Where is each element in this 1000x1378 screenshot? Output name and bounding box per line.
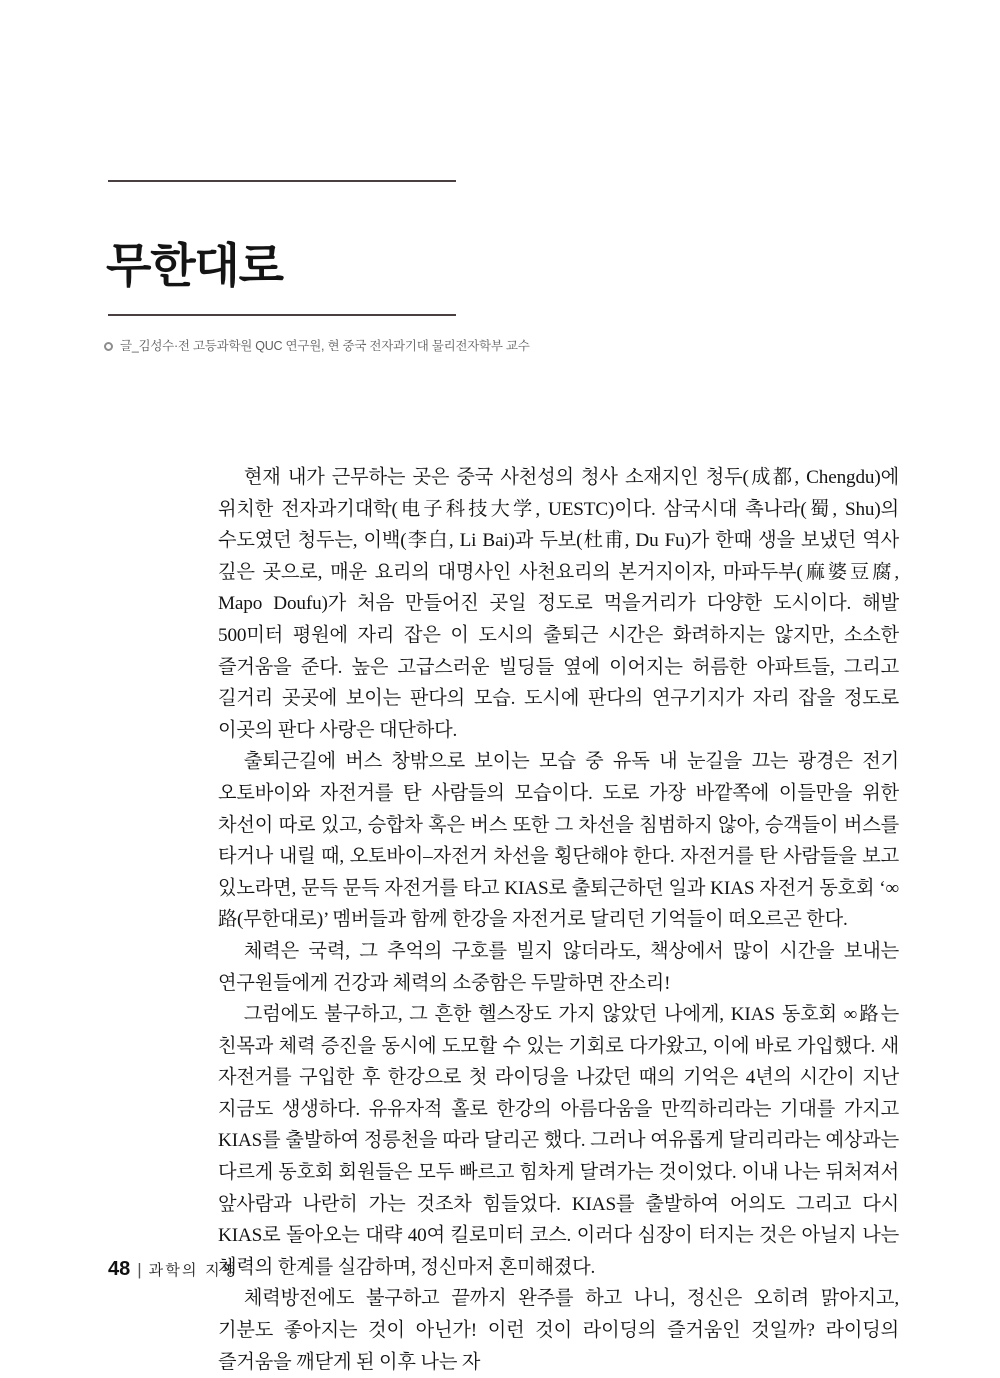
paragraph: 그럼에도 불구하고, 그 흔한 헬스장도 가지 않았던 나에게, KIAS 동호회 ∞路는 친목과 체력 증진을 동시에 도모할 수 있는 기회로 다가왔고, 이에 바로 가입했다. 새 자전거를 구입한 후 한강으로 첫 라이딩을 나갔던 때의 기억은 4년의 시간이 지난 지금도 생생하다. 유유자적 홀로 한강의 아름다움을 만끽하리라는 기대를 가지고 KIAS를 출발하여 정릉천을 따라 달리곤 했다. 그러나 여유롭게 달리리라는 예상과는 다르게 동호회 회원들은 모두 빠르고 힘차게 달려가는 것이었다. 이내 나는 뒤처져서 앞사람과 나란히 가는 것조차 힘들었다. KIAS를 출발하여 어의도 그리고 다시 KIAS로 돌아오는 대략 40여 킬로미터 코스. 이러다 심장이 터지는 것은 아닐지 나는 체력의 한계를 실감하며, 정신마저 혼미해졌다.: [218, 1004, 899, 1278]
page-footer: [108, 1258, 239, 1281]
title-rule-top: [108, 180, 456, 182]
title-rule-bottom: [108, 314, 456, 316]
circle-outline-icon: [104, 342, 113, 351]
page-number: 48: [108, 1258, 131, 1280]
paragraph: 출퇴근길에 버스 창밖으로 보이는 모습 중 유독 내 눈길을 끄는 광경은 전기 오토바이와 자전거를 탄 사람들의 모습이다. 도로 가장 바깥쪽에 이들만을 위한 차선이 따로 있고, 승합차 혹은 버스 또한 그 차선을 침범하지 않아, 승객들이 버스를 타거나 내릴 때, 오토바이–자전거 차선을 횡단해야 한다. 자전거를 탄 사람들을 보고 있노라면, 문득 문득 자전거를 타고 KIAS로 출퇴근하던 일과 KIAS 자전거 동호회 ‘∞路(무한대로)’ 멤버들과 함께 한강을 자전거로 달리던 기억들이 떠오르곤 한다.: [218, 751, 899, 931]
paragraph: 현재 내가 근무하는 곳은 중국 사천성의 청사 소재지인 청두(成都, Chengdu)에 위치한 전자과기대학(电子科技大学, UESTC)이다. 삼국시대 촉나라(蜀, Shu)의 수도였던 청두는, 이백(李白, Li Bai)과 두보(杜甫, Du Fu)가 한때 생을 보냈던 역사 깊은 곳으로, 매운 요리의 대명사인 사천요리의 본거지이자, 마파두부(麻婆豆腐, Mapo Doufu)가 처음 만들어진 곳일 정도로 먹을거리가 다양한 도시이다. 해발 500미터 평원에 자리 잡은 이 도시의 출퇴근 시간은 화려하지는 않지만, 소소한 즐거움을 준다. 높은 고급스러운 빌딩들 옆에 이어지는 허름한 아파트들, 그리고 길거리 곳곳에 보이는 판다의 모습. 도시에 판다의 연구기지가 자리 잡을 정도로 이곳의 판다 사랑은 대단하다.: [218, 467, 899, 741]
paragraph: 체력방전에도 불구하고 끝까지 완주를 하고 나니, 정신은 오히려 맑아지고, 기분도 좋아지는 것이 아닌가! 이런 것이 라이딩의 즐거움인 것일까? 라이딩의 즐거움을 깨닫게 된 이후 나는 자: [218, 1288, 899, 1373]
footer-divider: |: [137, 1260, 142, 1279]
paragraph: 체력은 국력, 그 추억의 구호를 빌지 않더라도, 책상에서 많이 시간을 보내는 연구원들에게 건강과 체력의 소중함은 두말하면 잔소리!: [218, 940, 899, 994]
article-body: [218, 462, 899, 1378]
byline: [104, 337, 530, 355]
byline-text: 글_김성수·전 고등과학원 QUC 연구원, 현 중국 전자과기대 물리전자학부 교수: [120, 339, 530, 353]
publication-name: 과학의 지평: [148, 1262, 239, 1279]
page-title: 무한대로: [106, 239, 283, 293]
